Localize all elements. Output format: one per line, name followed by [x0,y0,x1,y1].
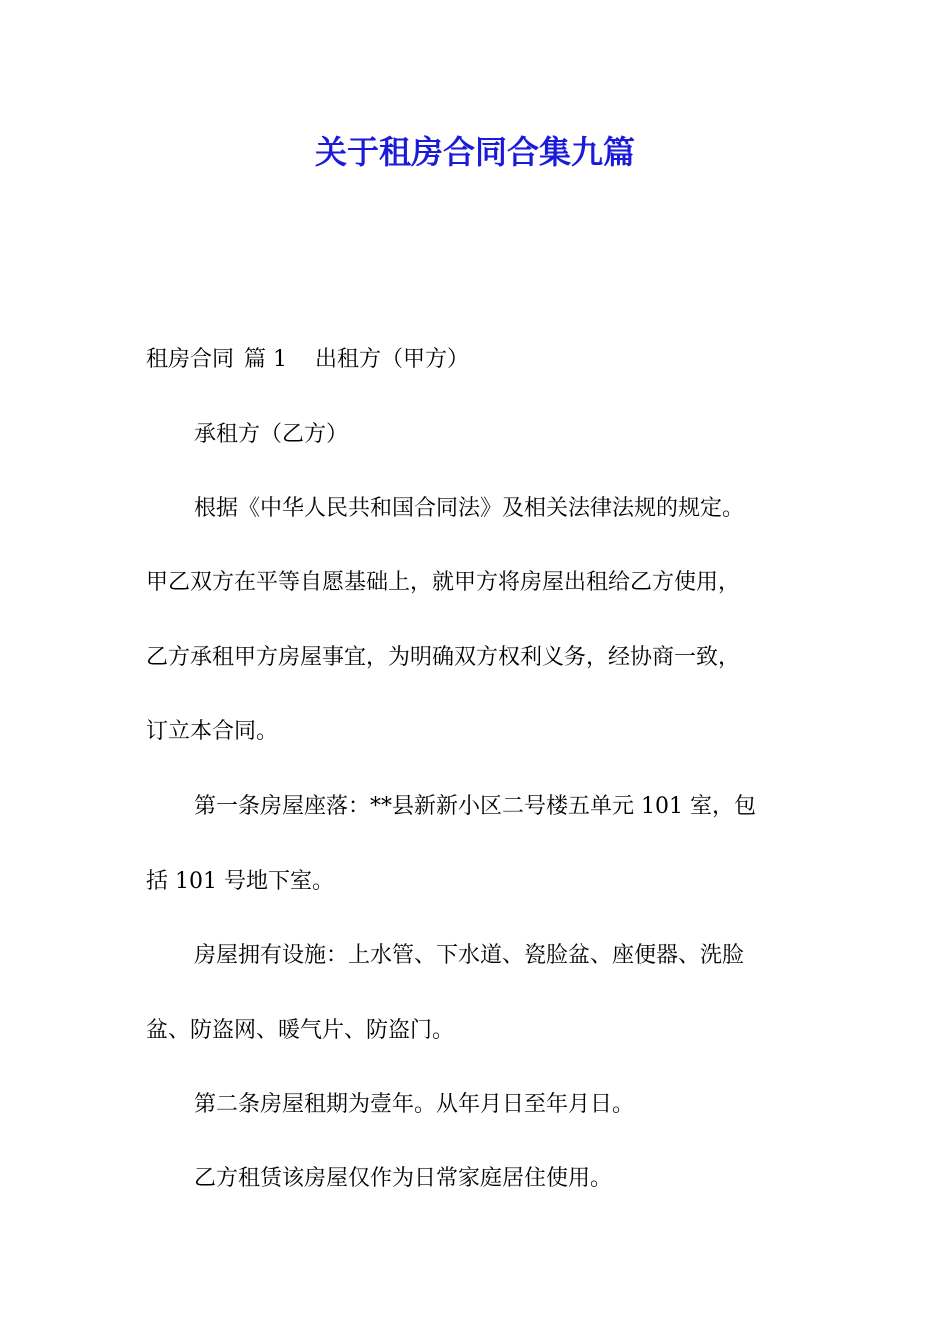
section-heading-line [146,345,469,375]
paragraph-line: 第一条房屋座落：**县新新小区二号楼五单元 101 室，包 [194,794,756,819]
paragraph-line: 第二条房屋租期为壹年。从年月日至年月日。 [194,1092,635,1117]
paragraph-line: 根据《中华人民共和国合同法》及相关法律法规的规定。 [194,496,745,521]
lessor-label: 出租方（甲方） [315,347,470,372]
paragraph-line: 房屋拥有设施：上水管、下水道、瓷脸盆、座便器、洗脸 [194,943,745,968]
paragraph-line: 括 101 号地下室。 [146,869,334,894]
paragraph-line: 盆、防盗网、暖气片、防盗门。 [146,1018,455,1043]
lessee-label: 承租方（乙方） [194,422,349,447]
paragraph-line: 订立本合同。 [146,719,279,744]
section-heading-left: 租房合同 [146,347,235,372]
document-title: 关于租房合同合集九篇 [314,133,635,171]
paragraph-line: 乙方承租甲方房屋事宜，为明确双方权利义务，经协商一致， [146,645,741,670]
paragraph-line: 乙方租赁该房屋仅作为日常家庭居住使用。 [194,1166,613,1191]
section-part-label: 篇 1 [244,347,288,372]
paragraph-line: 甲乙双方在平等自愿基础上，就甲方将房屋出租给乙方使用， [146,570,741,595]
